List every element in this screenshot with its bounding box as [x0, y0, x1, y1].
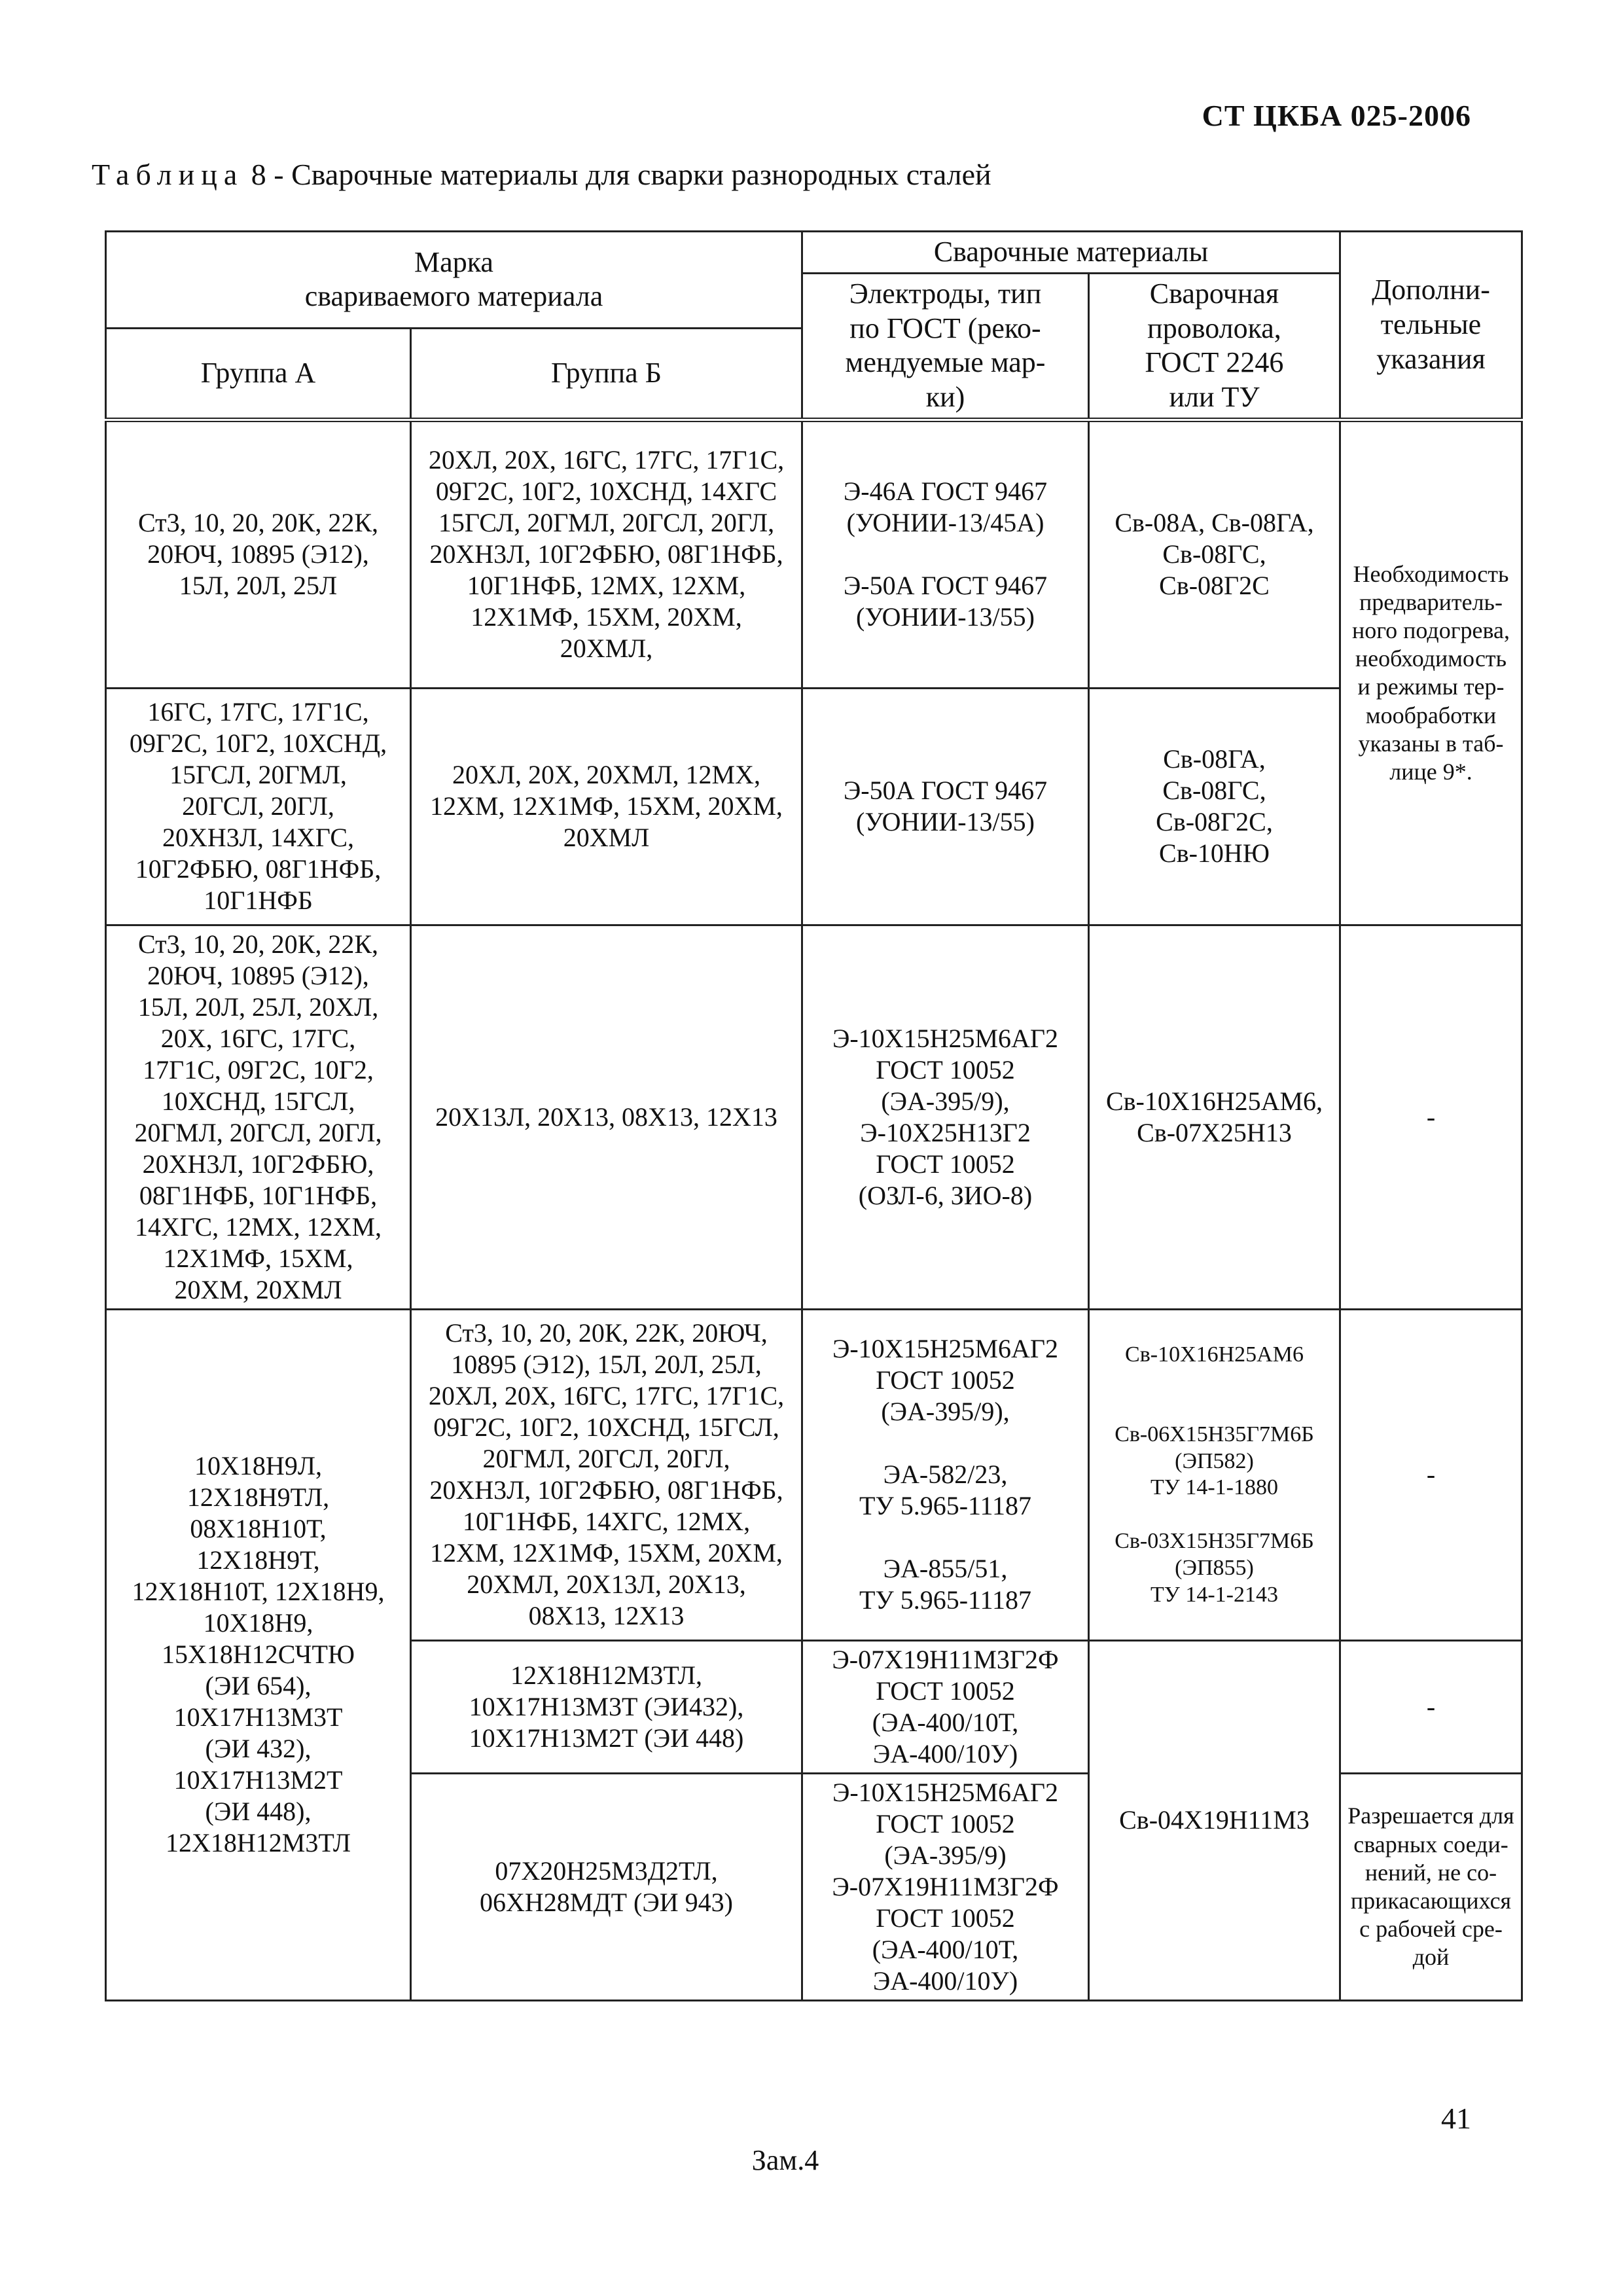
cell-group-b: 20ХЛ, 20Х, 20ХМЛ, 12МХ, 12ХМ, 12Х1МФ, 15ХМ, 20ХМ, 20ХМЛ	[411, 688, 802, 925]
header-marka: Марка свариваемого материала	[106, 232, 802, 329]
revision-note: Зам.4	[751, 2144, 819, 2176]
table-row	[106, 1309, 1522, 1640]
table-row	[106, 420, 1522, 688]
cell-electrodes: Э-46А ГОСТ 9467 (УОНИИ-13/45А) Э-50А ГОСТ 9467 (УОНИИ-13/55)	[802, 420, 1089, 688]
document-code: СТ ЦКБА 025-2006	[1202, 99, 1471, 132]
cell-group-a: 10Х18Н9Л, 12Х18Н9ТЛ, 08Х18Н10Т, 12Х18Н9Т, 12Х18Н10Т, 12Х18Н9, 10Х18Н9, 15Х18Н12СЧТЮ (ЭИ 654), 10Х17Н13М3Т (ЭИ 432), 10Х17Н13М2Т (ЭИ 448), 12Х18Н12М3ТЛ	[106, 1309, 411, 2000]
cell-wire: Св-04Х19Н11М3	[1089, 1640, 1340, 2000]
header-group-a: Группа А	[106, 328, 411, 420]
cell-group-a: 16ГС, 17ГС, 17Г1С, 09Г2С, 10Г2, 10ХСНД, 15ГСЛ, 20ГМЛ, 20ГСЛ, 20ГЛ, 20ХН3Л, 14ХГС, 10Г2ФБЮ, 08Г1НФБ, 10Г1НФБ	[106, 688, 411, 925]
table-caption	[92, 157, 991, 192]
welding-materials-table-wrapper	[105, 230, 1521, 2001]
cell-additional: -	[1340, 1309, 1522, 1640]
cell-additional: Необходимость предваритель- ного подогрева, необходимость и режимы тер- мообработки указаны в таб- лице 9*.	[1340, 420, 1522, 925]
header-additional: Дополни- тельные указания	[1340, 232, 1522, 420]
page-number: 41	[1441, 2102, 1471, 2135]
cell-group-a: Ст3, 10, 20, 20К, 22К, 20ЮЧ, 10895 (Э12), 15Л, 20Л, 25Л, 20ХЛ, 20Х, 16ГС, 17ГС, 17Г1С, 09Г2С, 10Г2, 10ХСНД, 15ГСЛ, 20ГМЛ, 20ГСЛ, 20ГЛ, 20ХН3Л, 10Г2ФБЮ, 08Г1НФБ, 10Г1НФБ, 14ХГС, 12МХ, 12ХМ, 12Х1МФ, 15ХМ, 20ХМ, 20ХМЛ	[106, 925, 411, 1309]
header-wire: Сварочная проволока, ГОСТ 2246 или ТУ	[1089, 273, 1340, 420]
cell-wire: Св-08А, Св-08ГА, Св-08ГС, Св-08Г2С	[1089, 420, 1340, 688]
cell-electrodes: Э-10Х15Н25М6АГ2 ГОСТ 10052 (ЭА-395/9) Э-07Х19Н11М3Г2Ф ГОСТ 10052 (ЭА-400/10Т, ЭА-400/10У)	[802, 1773, 1089, 2000]
cell-wire: Св-10Х16Н25АМ6, Св-07Х25Н13	[1089, 925, 1340, 1309]
cell-electrodes: Э-07Х19Н11М3Г2Ф ГОСТ 10052 (ЭА-400/10Т, ЭА-400/10У)	[802, 1640, 1089, 1773]
welding-materials-table	[105, 230, 1523, 2001]
cell-electrodes: Э-50А ГОСТ 9467 (УОНИИ-13/55)	[802, 688, 1089, 925]
cell-group-b: 20Х13Л, 20Х13, 08Х13, 12Х13	[411, 925, 802, 1309]
cell-electrodes: Э-10Х15Н25М6АГ2 ГОСТ 10052 (ЭА-395/9), Э-10Х25Н13Г2 ГОСТ 10052 (ОЗЛ-6, ЗИО-8)	[802, 925, 1089, 1309]
cell-additional: Разрешается для сварных соеди- нений, не со- прикасающихся с рабочей сре- дой	[1340, 1773, 1522, 2000]
cell-electrodes: Э-10Х15Н25М6АГ2 ГОСТ 10052 (ЭА-395/9), ЭА-582/23, ТУ 5.965-11187 ЭА-855/51, ТУ 5.965-11187	[802, 1309, 1089, 1640]
cell-group-a: Ст3, 10, 20, 20К, 22К, 20ЮЧ, 10895 (Э12), 15Л, 20Л, 25Л	[106, 420, 411, 688]
caption-text: 8 - Сварочные материалы для сварки разнородных сталей	[243, 158, 991, 191]
caption-word: Таблица	[92, 158, 244, 191]
header-group-b: Группа Б	[411, 328, 802, 420]
cell-group-b: Ст3, 10, 20, 20К, 22К, 20ЮЧ, 10895 (Э12), 15Л, 20Л, 25Л, 20ХЛ, 20Х, 16ГС, 17ГС, 17Г1С, 09Г2С, 10Г2, 10ХСНД, 15ГСЛ, 20ГМЛ, 20ГСЛ, 20ГЛ, 20ХН3Л, 10Г2ФБЮ, 08Г1НФБ, 10Г1НФБ, 14ХГС, 12МХ, 12ХМ, 12Х1МФ, 15ХМ, 20ХМ, 20ХМЛ, 20Х13Л, 20Х13, 08Х13, 12Х13	[411, 1309, 802, 1640]
cell-additional: -	[1340, 1640, 1522, 1773]
table-row	[106, 688, 1522, 925]
header-welding-materials: Сварочные материалы	[802, 232, 1340, 274]
header-electrodes: Электроды, тип по ГОСТ (реко- мендуемые мар- ки)	[802, 273, 1089, 420]
cell-group-b: 12Х18Н12М3ТЛ, 10Х17Н13М3Т (ЭИ432), 10Х17Н13М2Т (ЭИ 448)	[411, 1640, 802, 1773]
cell-additional: -	[1340, 925, 1522, 1309]
table-row	[106, 925, 1522, 1309]
header-row-1	[106, 232, 1522, 274]
cell-wire: Св-10Х16Н25АМ6 Св-06Х15Н35Г7М6Б (ЭП582) ТУ 14-1-1880 Св-03Х15Н35Г7М6Б (ЭП855) ТУ 14-1-2143	[1089, 1309, 1340, 1640]
cell-wire: Св-08ГА, Св-08ГС, Св-08Г2С, Св-10НЮ	[1089, 688, 1340, 925]
cell-group-b: 20ХЛ, 20Х, 16ГС, 17ГС, 17Г1С, 09Г2С, 10Г2, 10ХСНД, 14ХГС 15ГСЛ, 20ГМЛ, 20ГСЛ, 20ГЛ, 20ХН3Л, 10Г2ФБЮ, 08Г1НФБ, 10Г1НФБ, 12МХ, 12ХМ, 12Х1МФ, 15ХМ, 20ХМ, 20ХМЛ,	[411, 420, 802, 688]
cell-group-b: 07Х20Н25М3Д2ТЛ, 06ХН28МДТ (ЭИ 943)	[411, 1773, 802, 2000]
